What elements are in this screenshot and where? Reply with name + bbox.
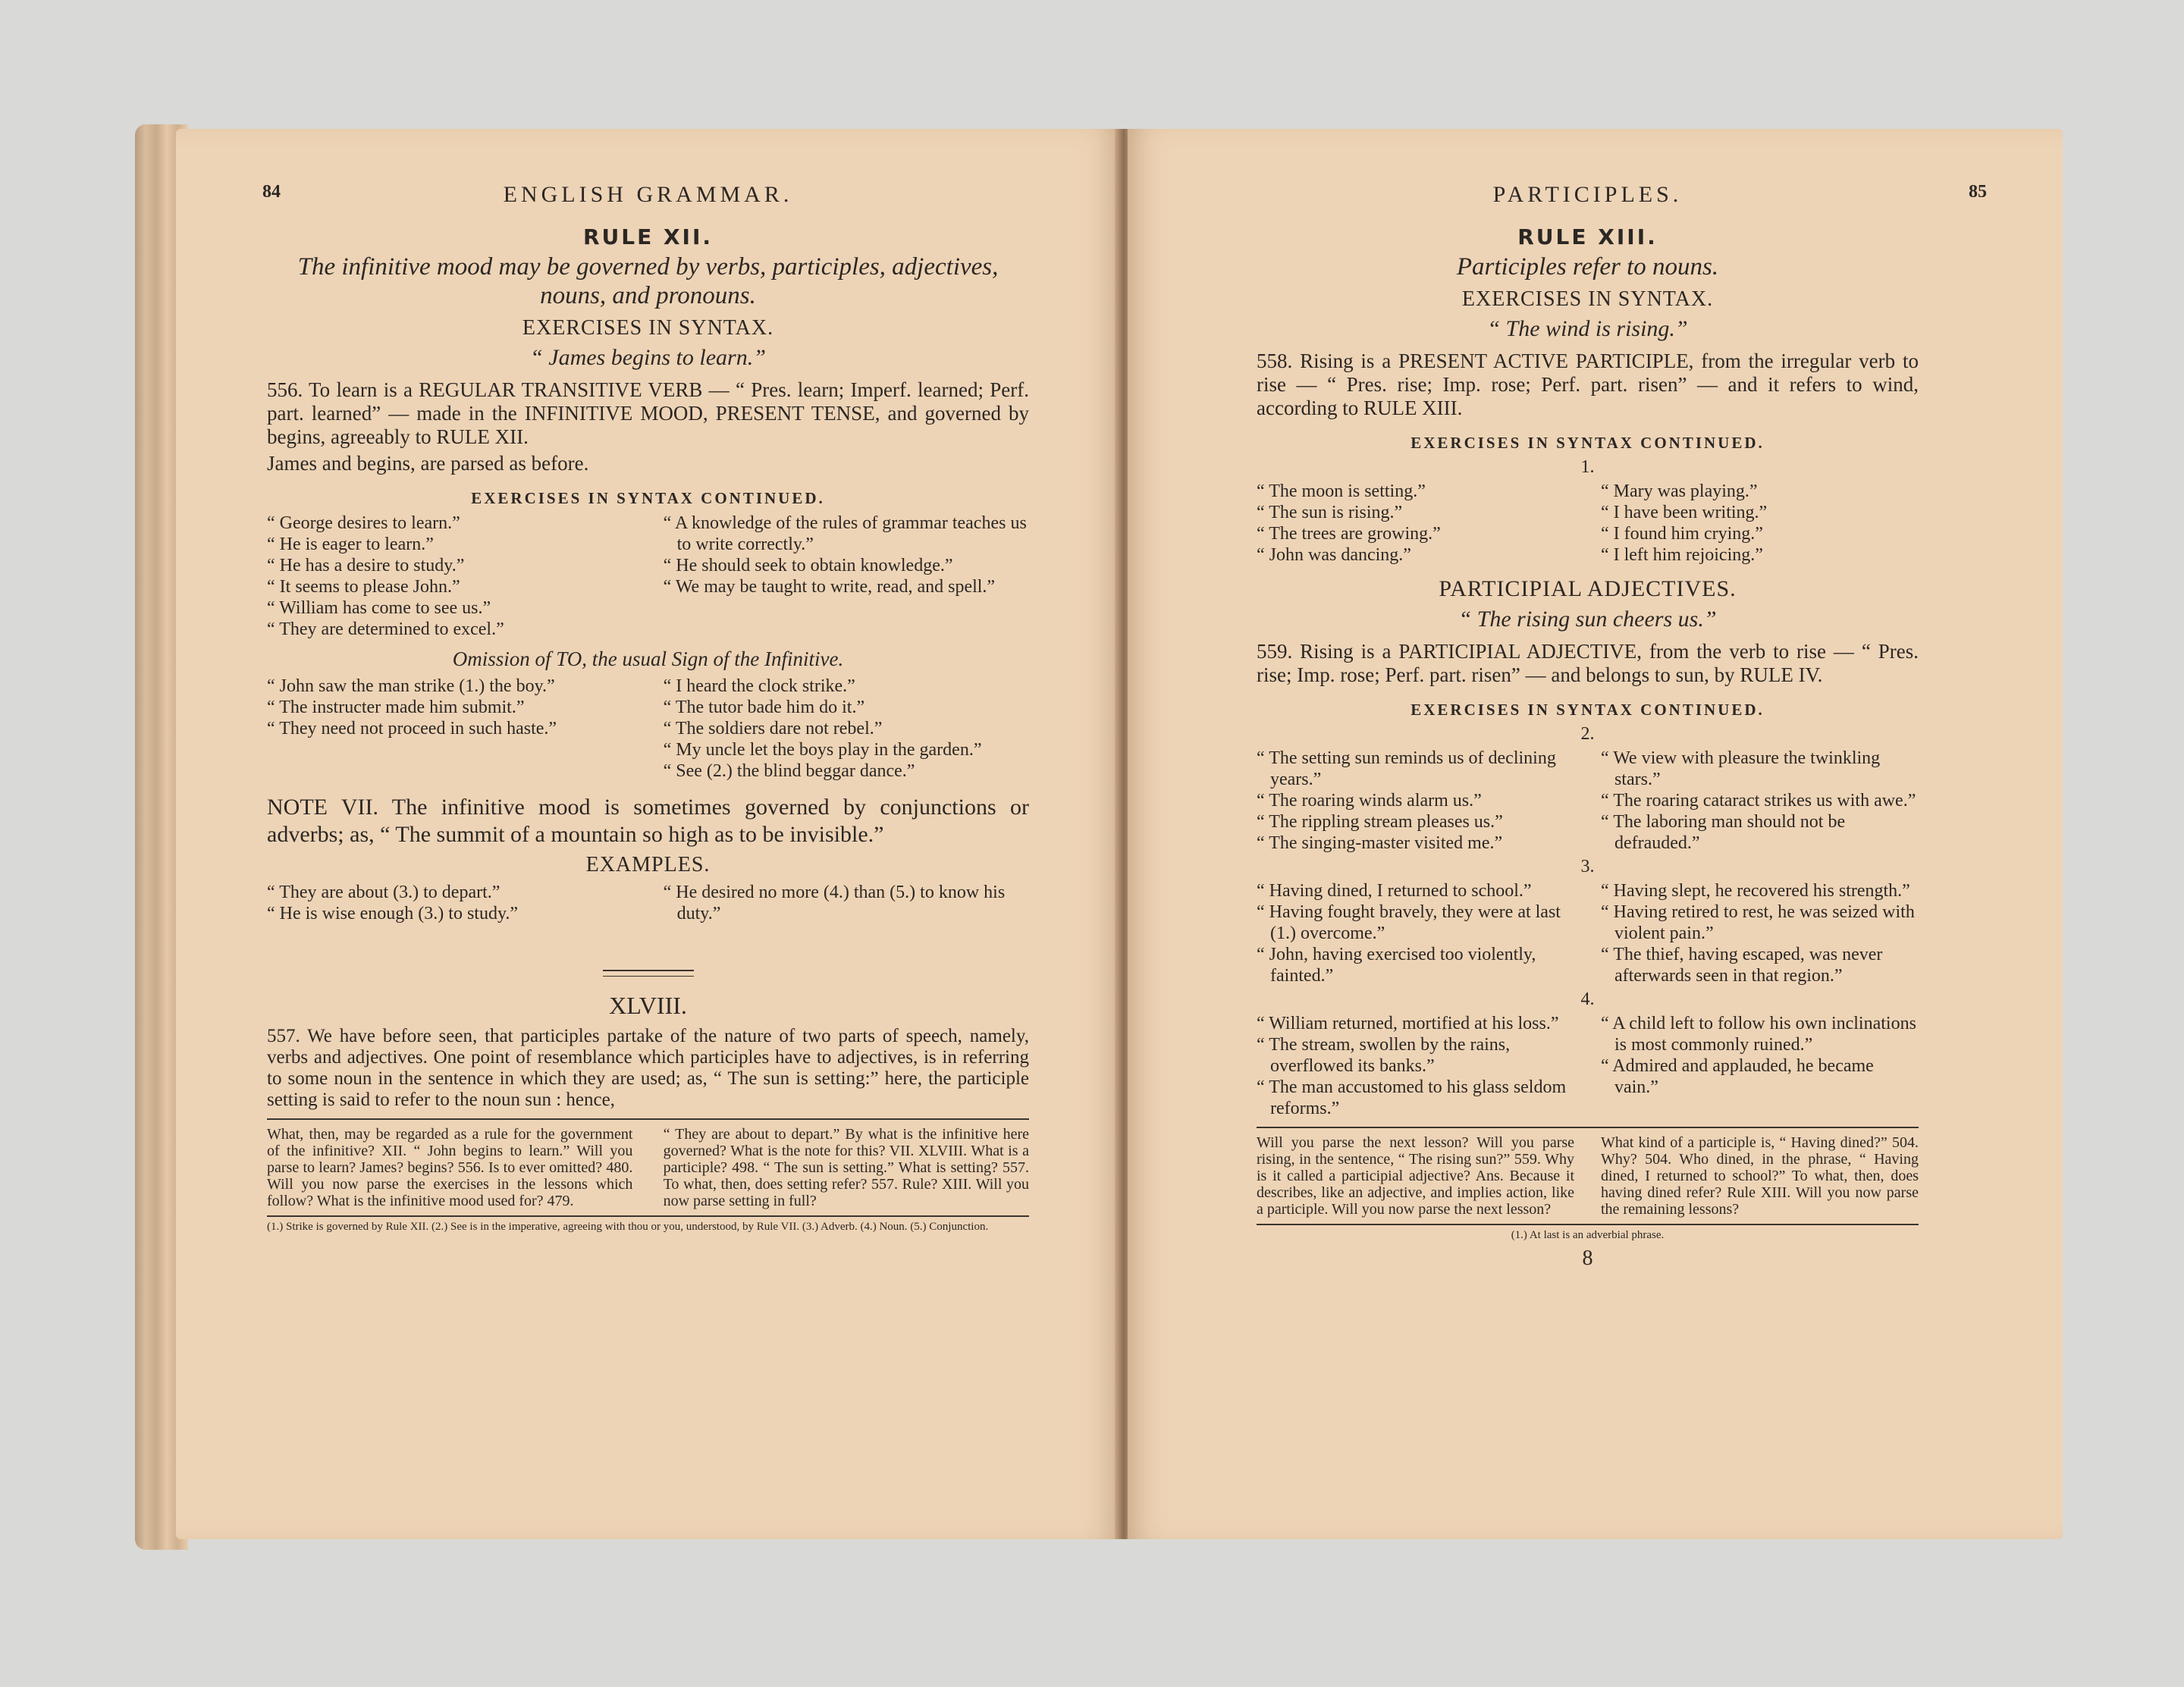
participial-quote: “ The rising sun cheers us.” <box>1458 607 1717 632</box>
list-item: “ The instructer made him submit.” <box>267 698 525 717</box>
list-item: “ I have been writing.” <box>1600 503 1768 522</box>
list-item: “ They are determined to excel.” <box>267 619 504 639</box>
right-page <box>1128 129 2063 1539</box>
list-item: “ He desired no more (4.) than (5.) to know his duty.” <box>663 883 1006 923</box>
paragraph-557: 557. We have before seen, that participles partake of the nature of two parts of speech, namely, verbs and adjectives. One point of resemblance which participles have to adjectives, is in referring to some noun in the sentence in which they are used; as, “ The sun is setting:” here, the participle setting is said to refer to the noun sun : hence, <box>267 1026 1029 1110</box>
list-item: “ Admired and applauded, he became vain.” <box>1600 1056 1874 1097</box>
list-item: “ See (2.) the blind beggar dance.” <box>663 761 915 781</box>
example-quote: “ The wind is rising.” <box>1487 316 1688 341</box>
exercise-set-1-left <box>1257 481 1574 566</box>
exercise-number: 1. <box>1580 457 1595 477</box>
list-item: “ John was dancing.” <box>1257 545 1411 565</box>
list-item: “ The moon is setting.” <box>1257 481 1426 501</box>
exercise-list-2-right <box>664 676 1029 782</box>
rule-xiii-heading: RULE XIII. <box>1517 224 1658 249</box>
left-page-number: 84 <box>262 182 281 202</box>
exercise-number: 2. <box>1580 724 1595 744</box>
list-item: “ We view with pleasure the twinkling stars.” <box>1600 748 1881 789</box>
list-item: “ I found him crying.” <box>1600 524 1763 544</box>
list-item: “ Mary was playing.” <box>1600 481 1758 501</box>
exercises-continued-heading: EXERCISES IN SYNTAX CONTINUED. <box>471 489 825 507</box>
list-item: “ My uncle let the boys play in the garden.” <box>663 740 982 760</box>
rule-xiii-text: Participles refer to nouns. <box>1456 253 1719 281</box>
exercise-list-1 <box>267 513 1029 640</box>
examples-list-left <box>267 882 632 924</box>
exercises-heading: EXERCISES IN SYNTAX. <box>1461 287 1714 311</box>
exercise-set-1 <box>1257 481 1919 566</box>
list-item: “ Having fought bravely, they were at last (1.) overcome.” <box>1257 902 1561 943</box>
list-item: “ A knowledge of the rules of grammar teaches us to write correctly.” <box>663 513 1027 554</box>
list-item: “ George desires to learn.” <box>267 513 460 533</box>
list-item: “ The roaring winds alarm us.” <box>1257 791 1482 811</box>
list-item: “ The man accustomed to his glass seldom reforms.” <box>1257 1077 1567 1118</box>
exercise-list-1-right <box>664 513 1029 640</box>
list-item: “ He is eager to learn.” <box>267 535 434 554</box>
participial-adjectives-heading: PARTICIPIAL ADJECTIVES. <box>1439 576 1737 601</box>
exercise-set-2-left <box>1257 748 1574 854</box>
exercise-set-4-left <box>1257 1013 1574 1119</box>
exercise-set-4 <box>1257 1013 1919 1119</box>
list-item: “ The stream, swollen by the rains, overflowed its banks.” <box>1257 1035 1511 1076</box>
exercises-heading: EXERCISES IN SYNTAX. <box>522 316 774 340</box>
list-item: “ The tutor bade him do it.” <box>663 698 865 717</box>
examples-list <box>267 882 1029 924</box>
omission-heading: Omission of TO, the usual Sign of the Infinitive. <box>452 648 844 670</box>
list-item: “ Having retired to rest, he was seized with violent pain.” <box>1600 902 1915 943</box>
list-item: “ He has a desire to study.” <box>267 556 465 575</box>
right-questions <box>1257 1127 1919 1218</box>
list-item: “ We may be taught to write, read, and spell.” <box>663 577 996 597</box>
left-running-head <box>262 182 1029 218</box>
exercise-set-3-right <box>1601 880 1919 986</box>
exercises-continued-heading: EXERCISES IN SYNTAX CONTINUED. <box>1410 434 1765 452</box>
list-item: “ I heard the clock strike.” <box>663 676 855 696</box>
list-item: “ A child left to follow his own inclinations is most commonly ruined.” <box>1600 1014 1916 1055</box>
exercise-list-2 <box>267 676 1029 782</box>
exercise-number: 3. <box>1580 857 1595 876</box>
list-item: “ The singing-master visited me.” <box>1257 833 1503 853</box>
list-item: “ They are about (3.) to depart.” <box>267 883 500 902</box>
left-questions-col-2: “ They are about to depart.” By what is the infinitive here governed? What is the note for this? VII. XLVIII. What is a participle? 498. “ The sun is setting.” What is setting? 557. To what, then, does setting refer? 557. Rule? XIII. Will you now parse setting in full? <box>663 1126 1029 1209</box>
paragraph-556: 556. To learn is a REGULAR TRANSITIVE VERB — “ Pres. learn; Imperf. learned; Perf. part. learned” — made in the INFINITIVE MOOD, PRESENT TENSE, and governed by begins, agreeably to RULE XII. <box>267 378 1029 448</box>
list-item: “ William returned, mortified at his loss.” <box>1257 1014 1559 1033</box>
right-running-head <box>1257 182 1987 218</box>
exercise-set-3 <box>1257 880 1919 986</box>
right-questions-col-1: Will you parse the next lesson? Will you parse rising, in the sentence, “ The rising sun?” 559. Why is it called a participial adjective? Ans. Because it describes, like an adjective, and implies action, like a participle. Will you now parse the next lesson? <box>1257 1134 1575 1218</box>
list-item: “ The sun is rising.” <box>1257 503 1403 522</box>
list-item: “ William has come to see us.” <box>267 598 491 618</box>
note-vii: NOTE VII. The infinitive mood is sometimes governed by conjunctions or adverbs; as, “ The summit of a mountain so high as to be invisible.” <box>267 795 1029 847</box>
paragraph-556b: James and begins, are parsed as before. <box>267 452 589 475</box>
exercise-list-2-left <box>267 676 632 782</box>
list-item: “ I left him rejoicing.” <box>1600 545 1763 565</box>
paragraph-558: 558. Rising is a PRESENT ACTIVE PARTICIPLE, from the irregular verb to rise — “ Pres. rise; Imp. rose; Perf. part. risen” — and it refers to wind, according to RULE XIII. <box>1257 350 1919 419</box>
left-running-head-text: ENGLISH GRAMMAR. <box>503 182 793 207</box>
right-running-head-text: PARTICIPLES. <box>1492 182 1683 207</box>
right-footnotes: (1.) At last is an adverbial phrase. <box>1257 1224 1919 1242</box>
list-item: “ The roaring cataract strikes us with awe.” <box>1600 791 1916 811</box>
exercise-set-4-right <box>1601 1013 1919 1119</box>
left-questions <box>267 1118 1029 1209</box>
left-questions-col-1: What, then, may be regarded as a rule for the government of the infinitive? XII. “ John begins to learn.” Will you parse to learn? James? begins? 556. Is to ever omitted? 480. Will you now parse the exercises in the lessons which follow? What is the infinitive mood used for? 479. <box>267 1126 633 1209</box>
list-item: “ The thief, having escaped, was never afterwards seen in that region.” <box>1600 945 1883 986</box>
list-item: “ The rippling stream pleases us.” <box>1257 812 1503 832</box>
exercise-set-1-right <box>1601 481 1919 566</box>
paragraph-559: 559. Rising is a PARTICIPIAL ADJECTIVE, from the verb to rise — “ Pres. rise; Imp. rose; Perf. part. risen” — and belongs to sun, by RULE IV. <box>1257 640 1919 686</box>
example-quote: “ James begins to learn.” <box>530 345 766 370</box>
list-item: “ John, having exercised too violently, fainted.” <box>1257 945 1536 986</box>
list-item: “ The laboring man should not be defrauded.” <box>1600 812 1846 853</box>
right-page-number: 85 <box>1969 182 1987 202</box>
list-item: “ Having slept, he recovered his strength.” <box>1600 881 1910 901</box>
list-item: “ It seems to please John.” <box>267 577 460 597</box>
list-item: “ He is wise enough (3.) to study.” <box>267 904 519 923</box>
list-item: “ They need not proceed in such haste.” <box>267 719 557 738</box>
right-questions-col-2: What kind of a participle is, “ Having dined?” 504. Why? 504. Who dined, in the phrase, “ Having dined, I returned to school?” To what, then, does having dined refer? Rule XIII. Will you now parse the remaining lessons? <box>1600 1134 1919 1218</box>
exercise-set-2 <box>1257 748 1919 854</box>
exercise-set-3-left <box>1257 880 1574 986</box>
signature-mark: 8 <box>1582 1246 1593 1270</box>
exercise-set-2-right <box>1601 748 1919 854</box>
examples-heading: EXAMPLES. <box>585 853 711 876</box>
list-item: “ John saw the man strike (1.) the boy.” <box>267 676 555 696</box>
exercise-list-1-left <box>267 513 632 640</box>
examples-list-right <box>664 882 1029 924</box>
rule-xii-text: The infinitive mood may be governed by verbs, participles, adjectives, nouns, and pronouns. <box>297 253 999 309</box>
exercises-continued-heading-2: EXERCISES IN SYNTAX CONTINUED. <box>1410 701 1765 719</box>
list-item: “ The setting sun reminds us of declining years.” <box>1257 748 1556 789</box>
left-footnotes: (1.) Strike is governed by Rule XII. (2.) See is in the imperative, agreeing with thou or you, understood, by Rule VII. (3.) Adverb. (4.) Noun. (5.) Conjunction. <box>267 1215 1029 1234</box>
left-page <box>176 129 1120 1539</box>
rule-xii-heading: RULE XII. <box>582 224 714 249</box>
exercise-number: 4. <box>1580 989 1595 1009</box>
section-xlviii-heading: XLVIII. <box>609 992 687 1019</box>
list-item: “ He should seek to obtain knowledge.” <box>663 556 953 575</box>
list-item: “ Having dined, I returned to school.” <box>1257 881 1532 901</box>
list-item: “ The trees are growing.” <box>1257 524 1441 544</box>
section-divider-ornament <box>603 970 694 977</box>
list-item: “ The soldiers dare not rebel.” <box>663 719 883 738</box>
